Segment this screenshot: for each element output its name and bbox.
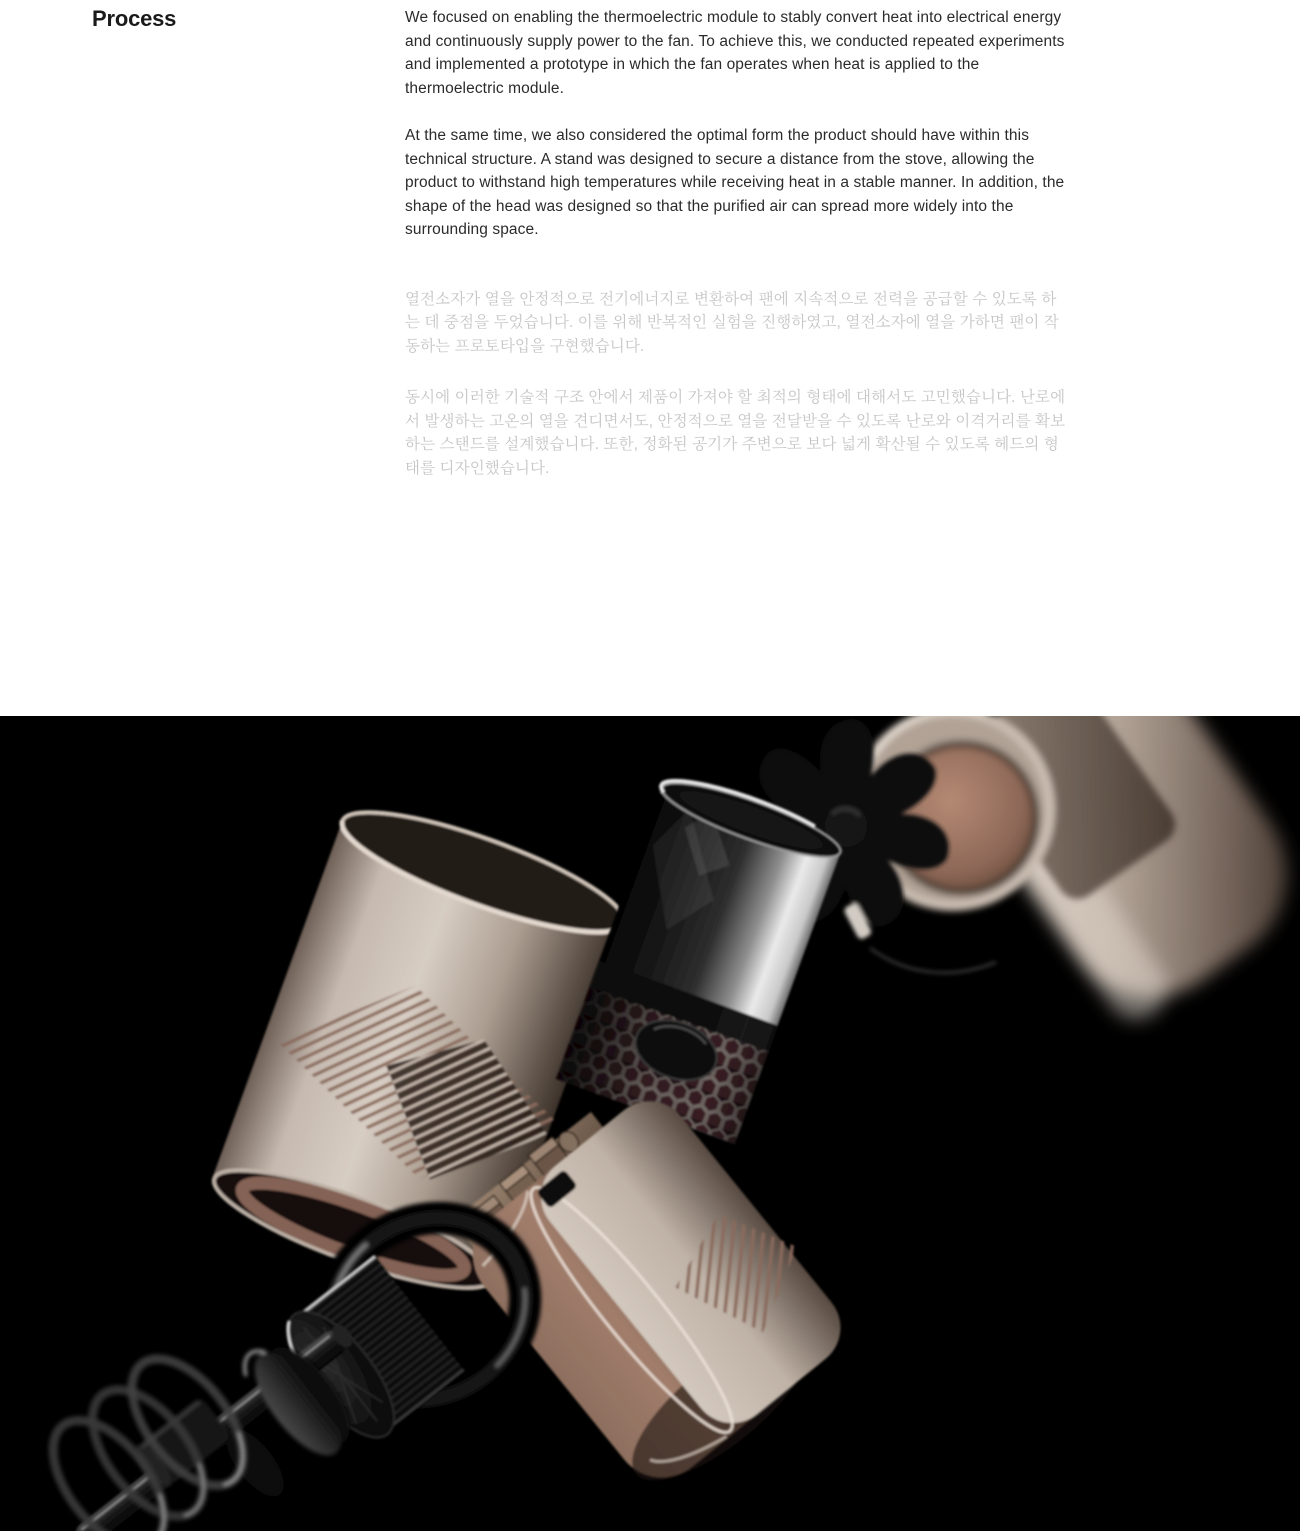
process-paragraph-ko-1: 열전소자가 열을 안정적으로 전기에너지로 변환하여 팬에 지속적으로 전력을 공급할 수 있도록 하는 데 중점을 두었습니다. 이를 위해 반복적인 실험을 진행하였고, 열전소자에 열을 가하면 팬이 작동하는 프로토타입을 구현했습니다. [405,290,1059,355]
section-text-column [405,6,1071,716]
section-label-column [0,6,405,716]
korean-text-block [405,288,1071,481]
process-paragraph-en-1: We focused on enabling the thermoelectric module to stably convert heat into electrical energy and continuously supply power to the fan. To achieve this, we conducted repeated experiments and implemented a prototype in which the fan operates when heat is applied to the thermoelectric module. [405,9,1065,97]
process-heading: Process [92,6,177,31]
product-render-section [0,716,1300,1531]
product-exploded-render [0,716,1300,1531]
process-section [0,0,1300,716]
process-paragraph-en-2: At the same time, we also considered the optimal form the product should have within this technical structure. A stand was designed to secure a distance from the stove, allowing the product to withstand high temperatures while receiving heat in a stable manner. In addition, the shape of the head was designed so that the purified air can spread more widely into the surrounding space. [405,127,1065,238]
process-paragraph-ko-2: 동시에 이러한 기술적 구조 안에서 제품이 가져야 할 최적의 형태에 대해서도 고민했습니다. 난로에서 발생하는 고온의 열을 견디면서도, 안정적으로 열을 전달받을 수 있도록 난로와 이격거리를 확보하는 스탠드를 설계했습니다. 또한, 정화된 공기가 주변으로 보다 넓게 확산될 수 있도록 헤드의 형태를 디자인했습니다. [405,389,1066,477]
